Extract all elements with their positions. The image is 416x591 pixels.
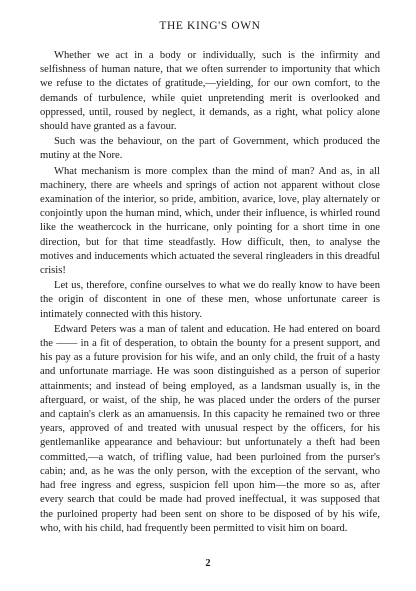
paragraph: Such was the behaviour, on the part of Government, which produced the mutiny at the Nore. [40, 136, 380, 162]
paragraph: What mechanism is more complex than the mind of man? And as, in all machinery, there are wheels and springs of action not apparent without close examination of the interior, so pride, ambition, avarice, love, play alternately or conjointly upon the human mind, which, under their influence, is whirled round like the weathercock in the hurricane, only pointing for a short time in one direction, but for that time steadfastly. How difficult, then, to analyse the motives and inducements which actuated the several ringleaders in this dreadful crisis! [40, 165, 380, 277]
paragraph: Whether we act in a body or individually, such is the infirmity and selfishness of human nature, that we often surrender to importunity that which we refuse to the dictates of gratitude,—yielding, for our own comfort, to the demands of turbulence, while quiet unpretending merit is overlooked and oppressed, until, roused by neglect, it demands, as a right, what policy alone should have granted as a favour. [40, 50, 380, 133]
page [40, 20, 380, 536]
paragraph: Let us, therefore, confine ourselves to what we do really know to have been the origin of discontent in one of these men, whose unfortunate career is intimately connected with this history. [40, 280, 380, 320]
running-head: THE KING'S OWN [159, 20, 261, 32]
body-text [40, 49, 380, 536]
page-number: 2 [205, 558, 211, 569]
paragraph: Edward Peters was a man of talent and education. He had entered on board the —— in a fit of desperation, to obtain the bounty for a present support, and his pay as a future provision for his wife, and an only child, the fruit of a hasty and unfortunate marriage. He was soon distinguished as a person of superior attainments; and instead of being employed, as a landsman usually is, in the afterguard, or waist, of the ship, he was placed under the orders of the purser and captain's clerk as an amanuensis. In this capacity he remained two or three years, approved of and treated with unusual respect by the officers, for his gentlemanlike appearance and behaviour: but unfortunately a theft had been committed,—a watch, of trifling value, had been purloined from the purser's cabin; and, as he was the only person, with the exception of the servant, who had free ingress and egress, suspicion fell upon him—the more so as, after every search that could be made had proved ineffectual, it was supposed that the purloined property had been sent on shore to be disposed of by his wife, who, with his child, had frequently been permitted to visit him on board. [40, 323, 380, 534]
